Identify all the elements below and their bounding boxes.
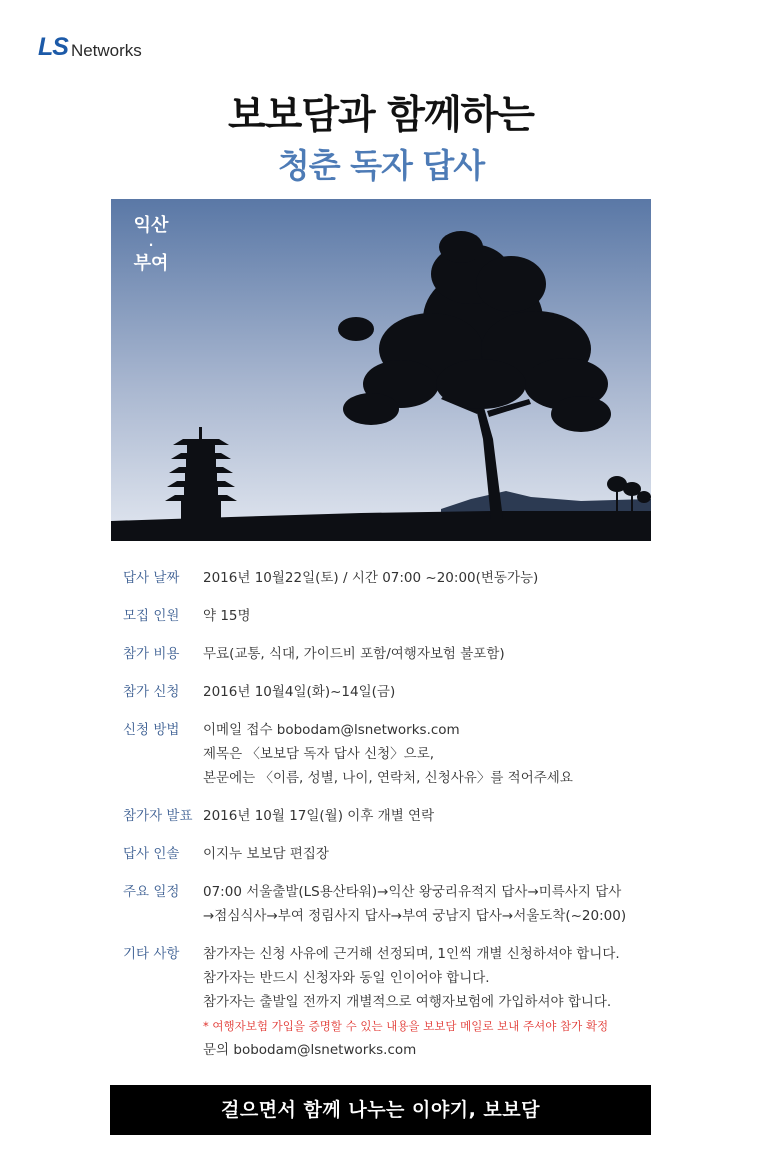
insurance-note: * 여행자보험 가입을 증명할 수 있는 내용을 보보담 메일로 보내 주셔야 참가 확정 — [203, 1019, 609, 1033]
info-value-line: 2016년 10월 17일(월) 이후 개별 연락 — [203, 808, 435, 824]
ls-networks-logo — [38, 30, 142, 60]
info-row — [123, 880, 683, 928]
footer-banner: 걸으면서 함께 나누는 이야기, 보보담 — [110, 1085, 651, 1135]
info-label: 답사 인솔 — [123, 846, 180, 862]
info-label: 주요 일정 — [123, 884, 180, 900]
info-value — [203, 642, 505, 666]
info-value-line: 07:00 서울출발(LS용산타워)→익산 왕궁리유적지 답사→미륵사지 답사 — [203, 884, 622, 900]
program-info — [123, 566, 683, 1076]
contact-email: 문의 bobodam@lsnetworks.com — [203, 1042, 417, 1058]
info-label: 기타 사항 — [123, 946, 180, 962]
info-value — [203, 842, 329, 866]
info-value — [203, 604, 251, 628]
info-value-line: 약 15명 — [203, 608, 251, 624]
page-title: 보보담과 함께하는 — [228, 93, 534, 138]
info-row — [123, 942, 683, 1062]
info-row — [123, 842, 683, 866]
info-label: 참가 신청 — [123, 684, 180, 700]
page-subtitle: 청춘 독자 답사 — [277, 146, 485, 185]
info-label: 신청 방법 — [123, 722, 180, 738]
place-dot: · — [148, 238, 154, 252]
info-row — [123, 718, 683, 790]
logo-name: Networks — [70, 41, 142, 60]
info-row — [123, 804, 683, 828]
pine-and-pagoda-silhouette — [111, 199, 651, 541]
info-row — [123, 642, 683, 666]
info-row — [123, 566, 683, 590]
landscape-photo — [111, 199, 651, 541]
info-value — [203, 718, 573, 790]
info-value-line: 이메일 접수 bobodam@lsnetworks.com — [203, 722, 460, 738]
info-value-line: 참가자는 출발일 전까지 개별적으로 여행자보험에 가입하셔야 합니다. — [203, 994, 612, 1010]
place-iksan: 익산 — [133, 215, 169, 236]
info-value-line: 참가자는 신청 사유에 근거해 선정되며, 1인씩 개별 신청하셔야 합니다. — [203, 946, 620, 962]
info-value-line: 무료(교통, 식대, 가이드비 포함/여행자보험 불포함) — [203, 646, 505, 662]
info-label: 참가 비용 — [123, 646, 180, 662]
info-row — [123, 680, 683, 704]
info-row — [123, 604, 683, 628]
info-value-line: →점심식사→부여 정림사지 답사→부여 궁남지 답사→서울도착(~20:00) — [203, 908, 627, 924]
place-label — [127, 213, 175, 277]
info-value — [203, 880, 626, 928]
info-value — [203, 566, 538, 590]
logo-mark: LS — [38, 33, 68, 61]
place-buyeo: 부여 — [133, 253, 169, 274]
info-label: 답사 날짜 — [123, 570, 180, 586]
info-label: 모집 인원 — [123, 608, 180, 624]
info-value — [203, 680, 395, 704]
info-value-line: 2016년 10월4일(화)~14일(금) — [203, 684, 396, 700]
info-label: 참가자 발표 — [123, 808, 193, 824]
info-value-line: 이지누 보보담 편집장 — [203, 846, 329, 862]
info-value-line: 본문에는 〈이름, 성별, 나이, 연락처, 신청사유〉를 적어주세요 — [203, 770, 573, 786]
info-value-line: 2016년 10월22일(토) / 시간 07:00 ~20:00(변동가능) — [203, 570, 539, 586]
info-value — [203, 942, 620, 1062]
info-value — [203, 804, 434, 828]
info-value-line: 참가자는 반드시 신청자와 동일 인이어야 합니다. — [203, 970, 490, 986]
info-value-line: 제목은 〈보보담 독자 답사 신청〉으로, — [203, 746, 435, 762]
